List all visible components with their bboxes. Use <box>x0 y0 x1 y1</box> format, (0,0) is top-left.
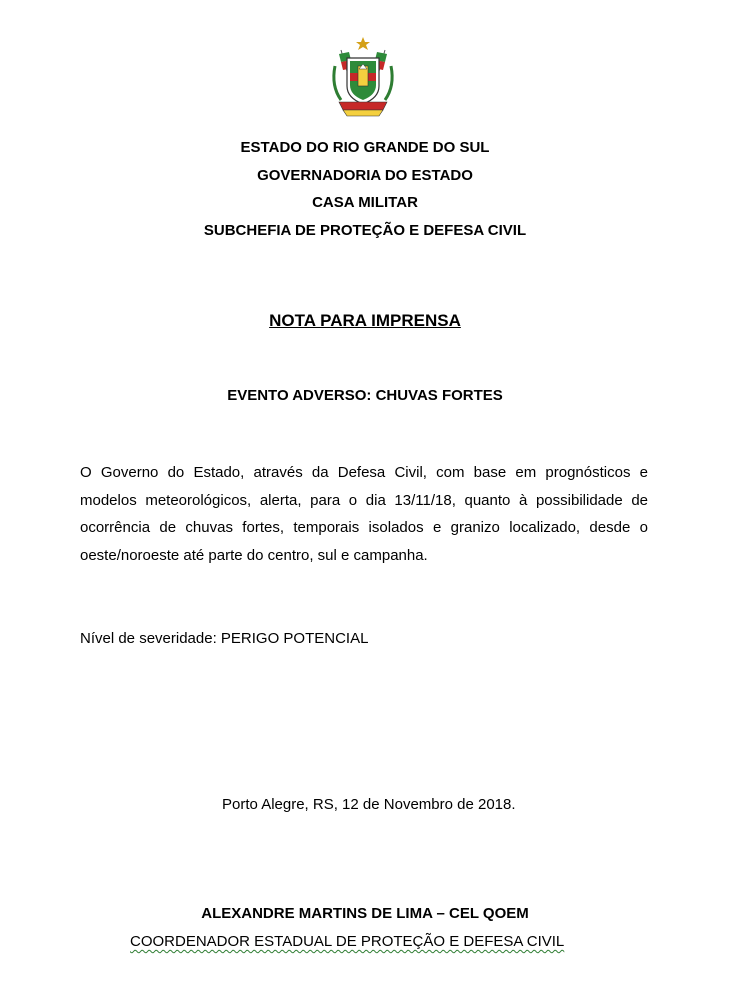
place-date: Porto Alegre, RS, 12 de Novembro de 2018. <box>222 796 516 813</box>
signer-role: COORDENADOR ESTADUAL DE PROTEÇÃO E DEFESA CIVIL <box>130 933 565 950</box>
body-line: O Governo do Estado, através da Defesa Civil, com base em prognósticos e <box>80 464 648 481</box>
document-title: NOTA PARA IMPRENSA <box>269 311 461 330</box>
signer-name: ALEXANDRE MARTINS DE LIMA – CEL QOEM <box>201 905 529 922</box>
severity-level: Nível de severidade: PERIGO POTENCIAL <box>80 630 369 647</box>
body-line: oeste/noroeste até parte do centro, sul e campanha. <box>80 547 428 564</box>
event-subtitle: EVENTO ADVERSO: CHUVAS FORTES <box>227 387 503 404</box>
header-military-house: CASA MILITAR <box>312 194 418 211</box>
body-line: ocorrência de chuvas fortes, temporais isolados e granizo localizado, desde o <box>80 519 648 536</box>
body-line: modelos meteorológicos, alerta, para o dia 13/11/18, quanto à possibilidade de <box>80 492 648 509</box>
header-governorship: GOVERNADORIA DO ESTADO <box>257 167 473 184</box>
state-coat-of-arms-icon <box>327 36 399 118</box>
header-civil-defense: SUBCHEFIA DE PROTEÇÃO E DEFESA CIVIL <box>203 222 527 239</box>
header-state: ESTADO DO RIO GRANDE DO SUL <box>240 139 490 156</box>
